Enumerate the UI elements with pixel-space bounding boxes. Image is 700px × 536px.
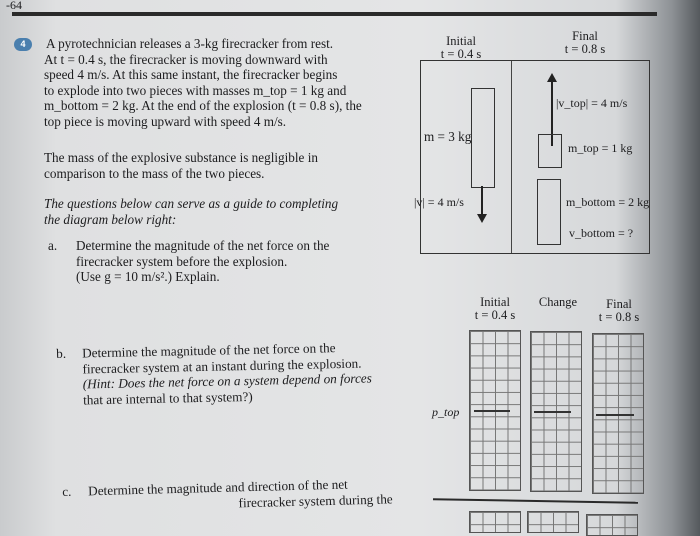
problem-line: speed 4 m/s. At this same instant, the firecracker begins: [44, 67, 338, 82]
p-top-label: p_top: [432, 405, 460, 419]
question-letter: b.: [56, 345, 67, 361]
chart-final-header: [594, 298, 644, 324]
guide-line: the diagram below right:: [44, 211, 177, 227]
problem-line: top piece is moving upward with speed 4 m/s.: [44, 113, 287, 129]
problem-number-badge: 4: [14, 38, 32, 51]
mass-top: m_top = 1 kg: [568, 141, 633, 155]
section-rule: [433, 498, 638, 504]
guide-line: The questions below can serve as a guide to completing: [44, 196, 339, 211]
diagram-initial-header: [436, 35, 486, 61]
initial-time: t = 0.4 s: [440, 47, 482, 61]
question-c: [62, 475, 393, 515]
column-label: Final: [606, 297, 632, 311]
chart-initial-header: [470, 296, 520, 322]
arrow-down-icon: [477, 214, 487, 223]
question-line: firecracker system before the explosion.: [76, 253, 288, 269]
column-label: Change: [538, 295, 578, 309]
question-letter: a.: [48, 238, 58, 253]
mass-initial: m = 3 kg: [424, 129, 472, 144]
column-time: t = 0.4 s: [474, 308, 516, 322]
guide-text: [44, 196, 338, 227]
final-label: Final: [572, 29, 598, 43]
problem-statement: [46, 36, 416, 129]
question-a: [48, 238, 329, 285]
diagram-final-header: [560, 30, 610, 56]
final-time: t = 0.8 s: [564, 42, 606, 56]
velocity-initial: |v| = 4 m/s: [414, 195, 464, 209]
arrow-up-icon: [547, 73, 557, 82]
question-line: Determine the magnitude and direction of the net: [87, 476, 348, 499]
explosion-diagram: [420, 60, 650, 254]
firecracker-initial: [471, 88, 495, 188]
question-line: (Use g = 10 m/s².) Explain.: [76, 269, 220, 284]
velocity-down-arrow: [481, 186, 483, 216]
problem-line: to explode into two pieces with masses m_top = 1 kg and: [44, 82, 347, 98]
column-label: Initial: [480, 295, 510, 309]
zero-line-initial: [474, 410, 510, 412]
question-line: that are internal to that system?): [82, 388, 253, 407]
header-rule: [12, 12, 657, 16]
note: [44, 150, 318, 181]
problem-line: m_bottom = 2 kg. At the end of the explosion (t = 0.8 s), the: [44, 98, 362, 113]
question-line: Determine the magnitude of the net force on the: [81, 340, 336, 361]
diagram-divider: [511, 61, 512, 253]
zero-line-change: [534, 411, 571, 413]
question-b: [56, 339, 372, 408]
chart-change-header: [530, 296, 586, 309]
note-line: comparison to the mass of the two pieces.: [44, 165, 265, 181]
question-letter: c.: [62, 483, 72, 499]
question-line: (Hint: Does the net force on a system depend on forces: [82, 370, 372, 392]
mass-bottom: m_bottom = 2 kg: [566, 195, 650, 209]
page-number: -64: [6, 0, 22, 12]
question-line: Determine the magnitude of the net force on the: [76, 238, 330, 253]
velocity-top: |v_top| = 4 m/s: [556, 96, 628, 110]
problem-line: A pyrotechnician releases a 3-kg firecracker from rest.: [46, 36, 334, 51]
grid-final-next: [586, 514, 638, 536]
top-piece: [538, 134, 562, 168]
problem-line: At t = 0.4 s, the firecracker is moving downward with: [44, 51, 328, 67]
note-line: The mass of the explosive substance is negligible in: [44, 150, 318, 165]
question-line: firecracker system at an instant during the explosion.: [82, 355, 362, 376]
grid-initial-next: [469, 511, 521, 533]
question-line: firecracker system during the: [238, 490, 393, 510]
initial-label: Initial: [446, 34, 476, 48]
column-time: t = 0.8 s: [598, 310, 640, 324]
zero-line-final: [596, 414, 634, 416]
bottom-piece: [537, 179, 561, 245]
grid-change-next: [527, 511, 579, 533]
velocity-bottom: v_bottom = ?: [569, 226, 634, 240]
